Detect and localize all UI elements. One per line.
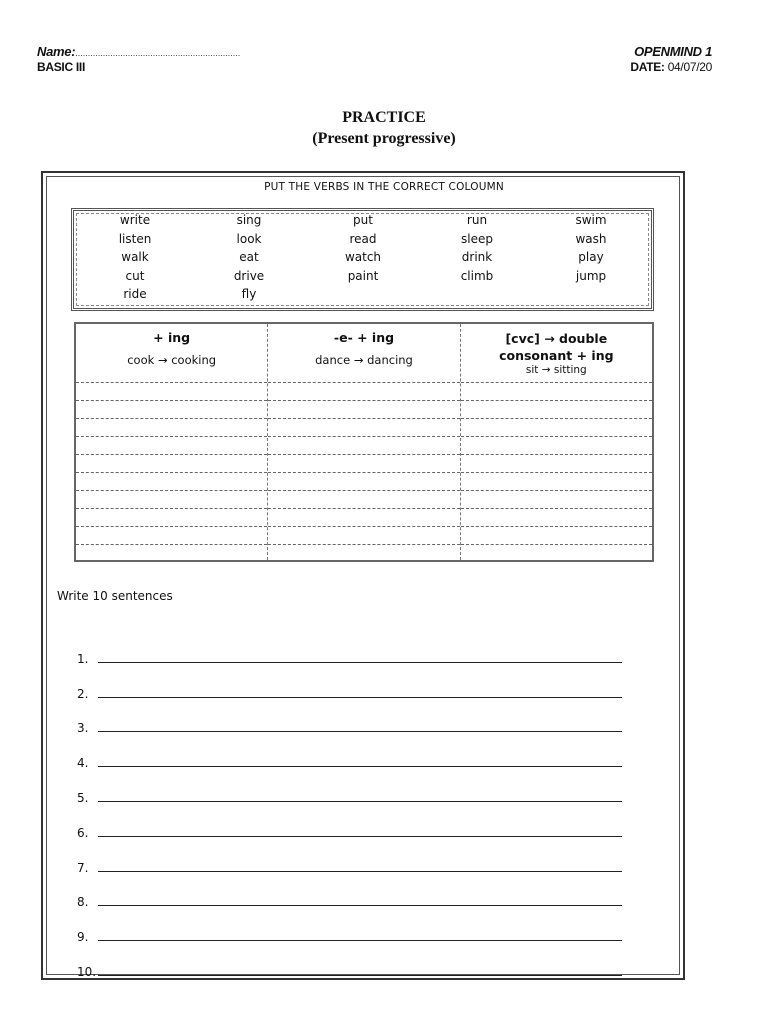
answer-line[interactable] xyxy=(461,400,652,418)
verb-word: sleep xyxy=(461,231,493,246)
column-ing-lines[interactable] xyxy=(76,382,267,560)
sentence-line[interactable] xyxy=(98,731,622,732)
column-cvc-header xyxy=(461,324,652,382)
verb-columns-table xyxy=(74,322,654,562)
page-subtitle: (Present progressive) xyxy=(312,130,456,147)
sentence-row xyxy=(77,736,622,771)
answer-line[interactable] xyxy=(76,472,267,490)
answer-line[interactable] xyxy=(268,544,459,562)
verb-word: paint xyxy=(347,268,379,283)
sentence-row xyxy=(77,632,622,667)
sentence-number: 10. xyxy=(77,964,97,979)
answer-line[interactable] xyxy=(461,490,652,508)
answer-line[interactable] xyxy=(76,454,267,472)
sentence-line[interactable] xyxy=(98,836,622,837)
verb-word: walk xyxy=(121,250,149,264)
name-label: Name: xyxy=(37,44,76,59)
verb-word: drive xyxy=(233,268,265,283)
answer-line[interactable] xyxy=(268,418,459,436)
column-cvc xyxy=(461,324,652,560)
answer-line[interactable] xyxy=(76,490,267,508)
name-blank[interactable]: .................................................................. xyxy=(75,48,241,58)
answer-line[interactable] xyxy=(461,526,652,544)
column-ing-heading: + ing xyxy=(153,330,191,345)
verb-word: swim xyxy=(575,213,607,227)
column-e-ing-heading: -e- + ing xyxy=(333,330,395,345)
column-cvc-example: sit → sitting xyxy=(525,364,587,376)
sentence-row xyxy=(77,910,622,945)
sentence-line[interactable] xyxy=(98,871,622,872)
verb-word: drink xyxy=(461,250,493,264)
sentence-number: 5. xyxy=(77,790,89,805)
sentence-number: 7. xyxy=(77,860,89,875)
column-ing xyxy=(76,324,268,560)
sentence-number: 3. xyxy=(77,721,89,736)
column-e-ing-header xyxy=(268,324,459,382)
answer-line[interactable] xyxy=(76,436,267,454)
sentence-row xyxy=(77,876,622,911)
date-row xyxy=(630,60,712,74)
verb-word: write xyxy=(119,213,151,227)
column-ing-example: cook → cooking xyxy=(127,353,217,367)
write-sentences-label: Write 10 sentences xyxy=(57,589,173,603)
verb-word: listen xyxy=(118,231,152,246)
answer-line[interactable] xyxy=(76,418,267,436)
sentence-number: 2. xyxy=(77,686,89,701)
answer-line[interactable] xyxy=(268,472,459,490)
verb-word: play xyxy=(578,250,604,264)
header-right xyxy=(630,44,712,74)
date-label: DATE: xyxy=(630,60,665,74)
verb-word: fly xyxy=(241,287,257,301)
column-e-ing xyxy=(268,324,460,560)
sentence-line[interactable] xyxy=(98,801,622,802)
instruction-text: PUT THE VERBS IN THE CORRECT COLOUMN xyxy=(264,181,504,193)
level-text: BASIC III xyxy=(37,60,85,74)
sentence-number: 4. xyxy=(77,756,89,771)
answer-line[interactable] xyxy=(268,526,459,544)
answer-line[interactable] xyxy=(268,382,459,400)
column-e-ing-example: dance → dancing xyxy=(315,353,413,367)
answer-line[interactable] xyxy=(268,400,459,418)
verb-word: run xyxy=(466,213,488,227)
verb-word: jump xyxy=(575,268,607,283)
sentence-number: 8. xyxy=(77,895,89,910)
answer-line[interactable] xyxy=(461,382,652,400)
sentence-list xyxy=(77,632,622,980)
sentence-line[interactable] xyxy=(98,697,622,698)
answer-line[interactable] xyxy=(268,454,459,472)
header-left xyxy=(37,44,240,74)
verb-word: eat xyxy=(239,250,259,264)
answer-line[interactable] xyxy=(76,508,267,526)
answer-line[interactable] xyxy=(76,400,267,418)
sentence-row xyxy=(77,806,622,841)
answer-line[interactable] xyxy=(76,544,267,562)
sentence-line[interactable] xyxy=(98,975,622,976)
sentence-number: 9. xyxy=(77,930,89,945)
verb-word: ride xyxy=(123,287,147,301)
answer-line[interactable] xyxy=(268,436,459,454)
sentence-line[interactable] xyxy=(98,905,622,906)
sentence-row xyxy=(77,841,622,876)
page-title: PRACTICE xyxy=(342,109,426,126)
verb-word: watch xyxy=(344,250,382,264)
verb-word: look xyxy=(236,231,262,246)
sentence-line[interactable] xyxy=(98,766,622,767)
sentence-line[interactable] xyxy=(98,662,622,663)
answer-line[interactable] xyxy=(268,490,459,508)
column-ing-header xyxy=(76,324,267,382)
column-cvc-heading-1: [cvc] → double xyxy=(505,331,608,346)
answer-line[interactable] xyxy=(76,382,267,400)
verb-word: climb xyxy=(460,268,494,283)
column-cvc-lines[interactable] xyxy=(461,382,652,560)
sentence-line[interactable] xyxy=(98,940,622,941)
answer-line[interactable] xyxy=(461,544,652,562)
answer-line[interactable] xyxy=(461,454,652,472)
sentence-row xyxy=(77,771,622,806)
column-cvc-heading-2: consonant + ing xyxy=(499,348,614,363)
answer-line[interactable] xyxy=(461,436,652,454)
verb-word: put xyxy=(353,213,373,227)
answer-line[interactable] xyxy=(461,508,652,526)
date-value: 04/07/20 xyxy=(667,60,712,74)
sentence-row xyxy=(77,702,622,737)
answer-line[interactable] xyxy=(461,418,652,436)
column-e-ing-lines[interactable] xyxy=(268,382,459,560)
answer-line[interactable] xyxy=(76,526,267,544)
book-title: OPENMIND 1 xyxy=(634,44,712,59)
answer-line[interactable] xyxy=(268,508,459,526)
verb-word: wash xyxy=(575,231,607,246)
sentence-number: 6. xyxy=(77,825,89,840)
verb-word: read xyxy=(349,231,377,246)
verb-list xyxy=(78,213,648,303)
name-row xyxy=(37,44,240,59)
answer-line[interactable] xyxy=(461,472,652,490)
sentence-row xyxy=(77,667,622,702)
sentence-row xyxy=(77,945,622,980)
verb-word: sing xyxy=(236,213,262,227)
sentence-number: 1. xyxy=(77,651,89,666)
verb-word: cut xyxy=(125,268,145,283)
